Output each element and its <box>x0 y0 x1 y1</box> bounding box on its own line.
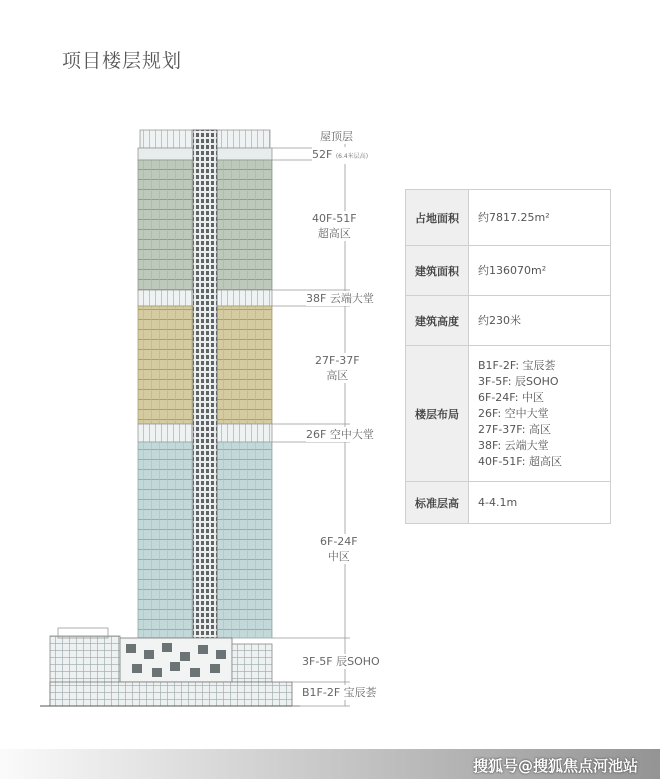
spec-row-height <box>406 296 611 346</box>
spec-label: 占地面积 <box>406 190 469 246</box>
mid-zone-left <box>138 442 193 638</box>
soho-right-wing <box>232 644 272 682</box>
spec-label: 建筑面积 <box>406 246 469 296</box>
page-title: 项目楼层规划 <box>62 50 183 72</box>
label-mid-name: 中区 <box>327 550 350 563</box>
layout-line: 26F: 空中大堂 <box>478 406 549 420</box>
spec-label: 标准层高 <box>406 482 469 524</box>
label-roof: 屋顶层 <box>320 130 353 143</box>
spec-value: 4-4.1m <box>469 482 611 524</box>
label-high-zone <box>315 353 360 383</box>
layout-line: 6F-24F: 中区 <box>478 390 544 404</box>
layout-line: 38F: 云端大堂 <box>478 438 549 452</box>
label-super-high-name: 超高区 <box>317 227 351 240</box>
spec-label: 楼层布局 <box>406 346 469 482</box>
podium-base <box>50 682 292 706</box>
label-52f-floor: 52F <box>312 148 333 161</box>
label-high-name: 高区 <box>326 369 349 382</box>
label-mid-range: 6F-24F <box>320 535 358 548</box>
layout-line: 40F-51F: 超高区 <box>478 454 562 468</box>
label-52f-note: (6.4米层高) <box>335 153 369 160</box>
spec-row-floor-layout <box>406 346 611 482</box>
high-zone-right <box>217 306 272 424</box>
label-soho: 3F-5F 辰SOHO <box>302 655 380 668</box>
spec-value: 约230米 <box>469 296 611 346</box>
label-26f-sky-lobby: 26F 空中大堂 <box>306 428 374 441</box>
watermark-bar <box>0 749 660 779</box>
layout-line: 3F-5F: 辰SOHO <box>478 374 559 388</box>
label-mid-zone <box>320 534 358 564</box>
label-52f <box>312 147 368 164</box>
spec-row-standard-floor-height <box>406 482 611 524</box>
spec-table <box>405 189 611 524</box>
label-38f-cloud-lobby: 38F 云端大堂 <box>306 292 374 305</box>
label-high-range: 27F-37F <box>315 354 360 367</box>
central-core <box>193 130 217 638</box>
high-zone-left <box>138 306 193 424</box>
label-podium: B1F-2F 宝辰荟 <box>302 686 377 699</box>
spec-row-floor-area <box>406 246 611 296</box>
soho-block <box>120 638 232 682</box>
layout-line: 27F-37F: 高区 <box>478 422 551 436</box>
label-super-high-zone <box>312 211 357 241</box>
spec-label: 建筑高度 <box>406 296 469 346</box>
super-high-zone-right <box>217 160 272 290</box>
layout-line: B1F-2F: 宝辰荟 <box>478 358 556 372</box>
mid-zone-right <box>217 442 272 638</box>
label-super-high-range: 40F-51F <box>312 212 357 225</box>
super-high-zone-left <box>138 160 193 290</box>
spec-value: 约7817.25m² <box>469 190 611 246</box>
watermark-text: 搜狐号@搜狐焦点河池站 <box>472 757 638 775</box>
spec-value: 约136070m² <box>469 246 611 296</box>
spec-row-site-area <box>406 190 611 246</box>
spec-value-list <box>469 346 611 482</box>
